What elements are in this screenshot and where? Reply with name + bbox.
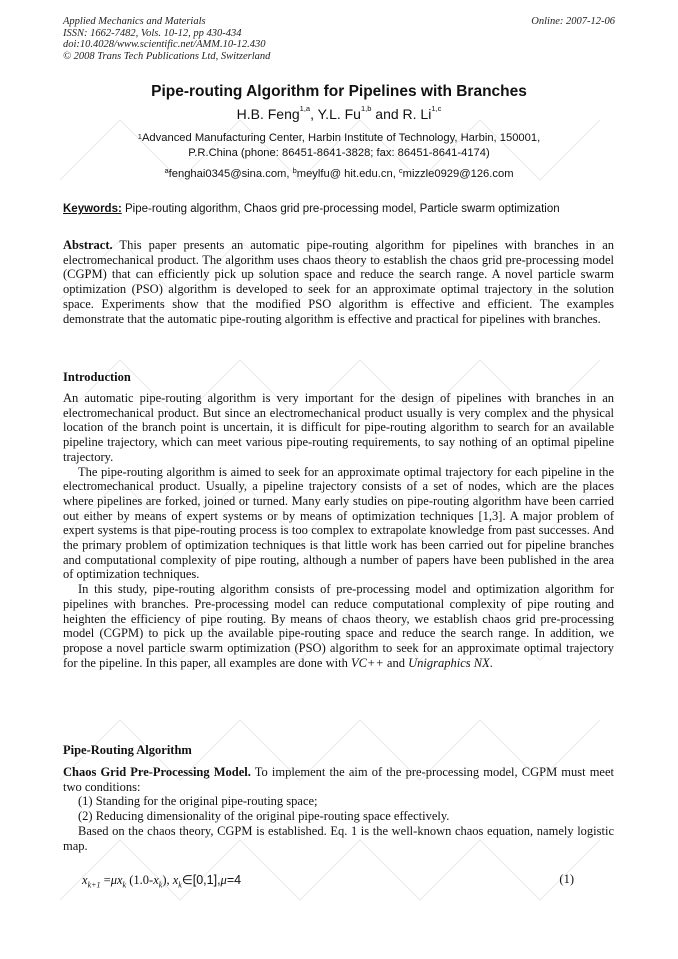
online-date: Online: 2007-12-06 bbox=[531, 16, 615, 27]
author-sup: 1,c bbox=[431, 104, 442, 113]
journal-header bbox=[63, 16, 270, 62]
subsection-label: Chaos Grid Pre-Processing Model. bbox=[63, 765, 251, 779]
paper-title: Pipe-routing Algorithm for Pipelines with Branches bbox=[151, 83, 527, 100]
author-name: H.B. Feng bbox=[236, 106, 300, 122]
author-name: R. Li bbox=[402, 106, 432, 122]
paragraph: Based on the chaos theory, CGPM is established. Eq. 1 is the well-known chaos equation, namely logistic map. bbox=[63, 823, 614, 853]
email-address: meylfu@ hit.edu.cn bbox=[296, 168, 393, 180]
equation-number: (1) bbox=[559, 872, 574, 886]
list-item: (1) Standing for the original pipe-routing space; bbox=[78, 794, 318, 809]
author-sup: 1,b bbox=[360, 104, 372, 113]
section-heading-introduction: Introduction bbox=[63, 370, 131, 384]
journal-name: Applied Mechanics and Materials bbox=[63, 16, 206, 27]
keywords-text: Pipe-routing algorithm, Chaos grid pre-processing model, Particle swarm optimization bbox=[121, 203, 560, 215]
pipe-routing-body: Chaos Grid Pre-Processing Model. To implement the aim of the pre-processing model, CGPM must meet two conditions: (1) Standing for the original pipe-routing space; (2) Reducing dimensionality of the original pipe-routing space effectively. Based on the chaos theory, CGPM is established. Eq. 1 is the well-known chaos equation, namely logistic map. bbox=[63, 765, 615, 853]
paragraph: In this study, pipe-routing algorithm consists of pre-processing model and optimization algorithm for pipelines with branches. Pre-processing model can reduce computational complexity of pipe routing and heighten the efficiency of pipe routing. By means of chaos theory, we establish chaos grid pre-processing model (CGPM) to pick up the available pipe-routing space and reduce the search range. In addition, we propose a novel particle swarm optimization (PSO) algorithm to seek for an approximate optimal trajectory for the pipeline. In this paper, all examples are done with VC++ and Unigraphics NX. bbox=[63, 582, 614, 670]
paragraph: The pipe-routing algorithm is aimed to seek for an approximate optimal trajectory for each pipeline in the electromechanical product. Usually, a pipeline trajectory consists of a set of nodes, which are the places where pipelines are forked, joined or turned. Many early studies on pipe-routing algorithm have been carried out either by means of expert systems or by means of optimization techniques [1,3]. A major problem of expert systems is that pipe-routing process is too complex to extrapolate knowledge from past successes. And the primary problem of optimization techniques is that little work has been carried out for pipeline branches and computational complexity of pipe routing, although a number of papers have been published in the area of optimization techniques. bbox=[63, 464, 614, 582]
introduction-body bbox=[63, 391, 614, 670]
abstract-text: This paper presents an automatic pipe-routing algorithm for pipelines with branches in an electromechanical product. The algorithm uses chaos theory to establish the chaos grid pre-processing model (CGPM) that can efficiently pick up solution space and reduce the search range. A novel particle swarm optimization (PSO) algorithm is developed to seek for an approximate optimal trajectory in the solution space. Experiments show that the modified PSO algorithm is effective and efficient. The examples demonstrate that the automatic pipe-routing algorithm is effective and practical for pipelines with branches. bbox=[63, 238, 614, 326]
abstract-label: Abstract. bbox=[63, 238, 113, 252]
abstract bbox=[63, 238, 614, 326]
email-address: fenghai0345@sina.com bbox=[168, 168, 287, 180]
author-emails: $^a$fenghai0345@sina.com, $^b$meylfu@ hit.edu.cn, $^c$mizzle0929@126.com bbox=[164, 166, 514, 180]
affiliation-line-1: Advanced Manufacturing Center, Harbin Institute of Technology, Harbin, 150001, bbox=[141, 132, 541, 144]
author-name: Y.L. Fu bbox=[317, 106, 361, 122]
email-address: mizzle0929@126.com bbox=[402, 168, 514, 180]
affiliation: $^1$Advanced Manufacturing Center, Harbin Institute of Technology, Harbin, 150001, P.R.China (phone: 86451-8641-3828; fax: 86451-8641-4174) bbox=[0, 131, 678, 161]
author-sup: 1,a bbox=[299, 104, 311, 113]
affiliation-line-2: P.R.China (phone: 86451-8641-3828; fax: 86451-8641-4174) bbox=[188, 147, 490, 159]
issn-line: ISSN: 1662-7482, Vols. 10-12, pp 430-434 bbox=[63, 27, 242, 39]
keywords bbox=[63, 203, 560, 215]
paragraph: An automatic pipe-routing algorithm is very important for the design of pipelines with branches in an electromechanical product. But since an electromechanical product usually is very complex and the physical location of the branch point is uncertain, it is difficult for pipe-routing algorithm to search for an available pipeline trajectory, which can meet various pipe-routing requirements, to say nothing of an optimal pipeline trajectory. bbox=[63, 391, 614, 464]
section-heading-pipe-routing: Pipe-Routing Algorithm bbox=[63, 743, 192, 757]
doi-line: doi:10.4028/www.scientific.net/AMM.10-12.430 bbox=[63, 39, 266, 50]
software-name: VC++ bbox=[350, 655, 384, 670]
copyright-line: © 2008 Trans Tech Publications Ltd, Switzerland bbox=[63, 50, 271, 62]
author-list: H.B. Feng$^{1,a}$, Y.L. Fu$^{1,b}$ and R. Li$^{1,c}$ bbox=[236, 104, 442, 122]
list-item: (2) Reducing dimensionality of the original pipe-routing space effectively. bbox=[78, 809, 450, 824]
software-name: Unigraphics NX bbox=[408, 655, 490, 670]
equation-1: $x_{k+1} =\mu x_k$ $(1.0-x_k)$, $x_k\in[0,1],\mu=4$ bbox=[82, 873, 242, 890]
keywords-label: Keywords: bbox=[63, 203, 122, 215]
